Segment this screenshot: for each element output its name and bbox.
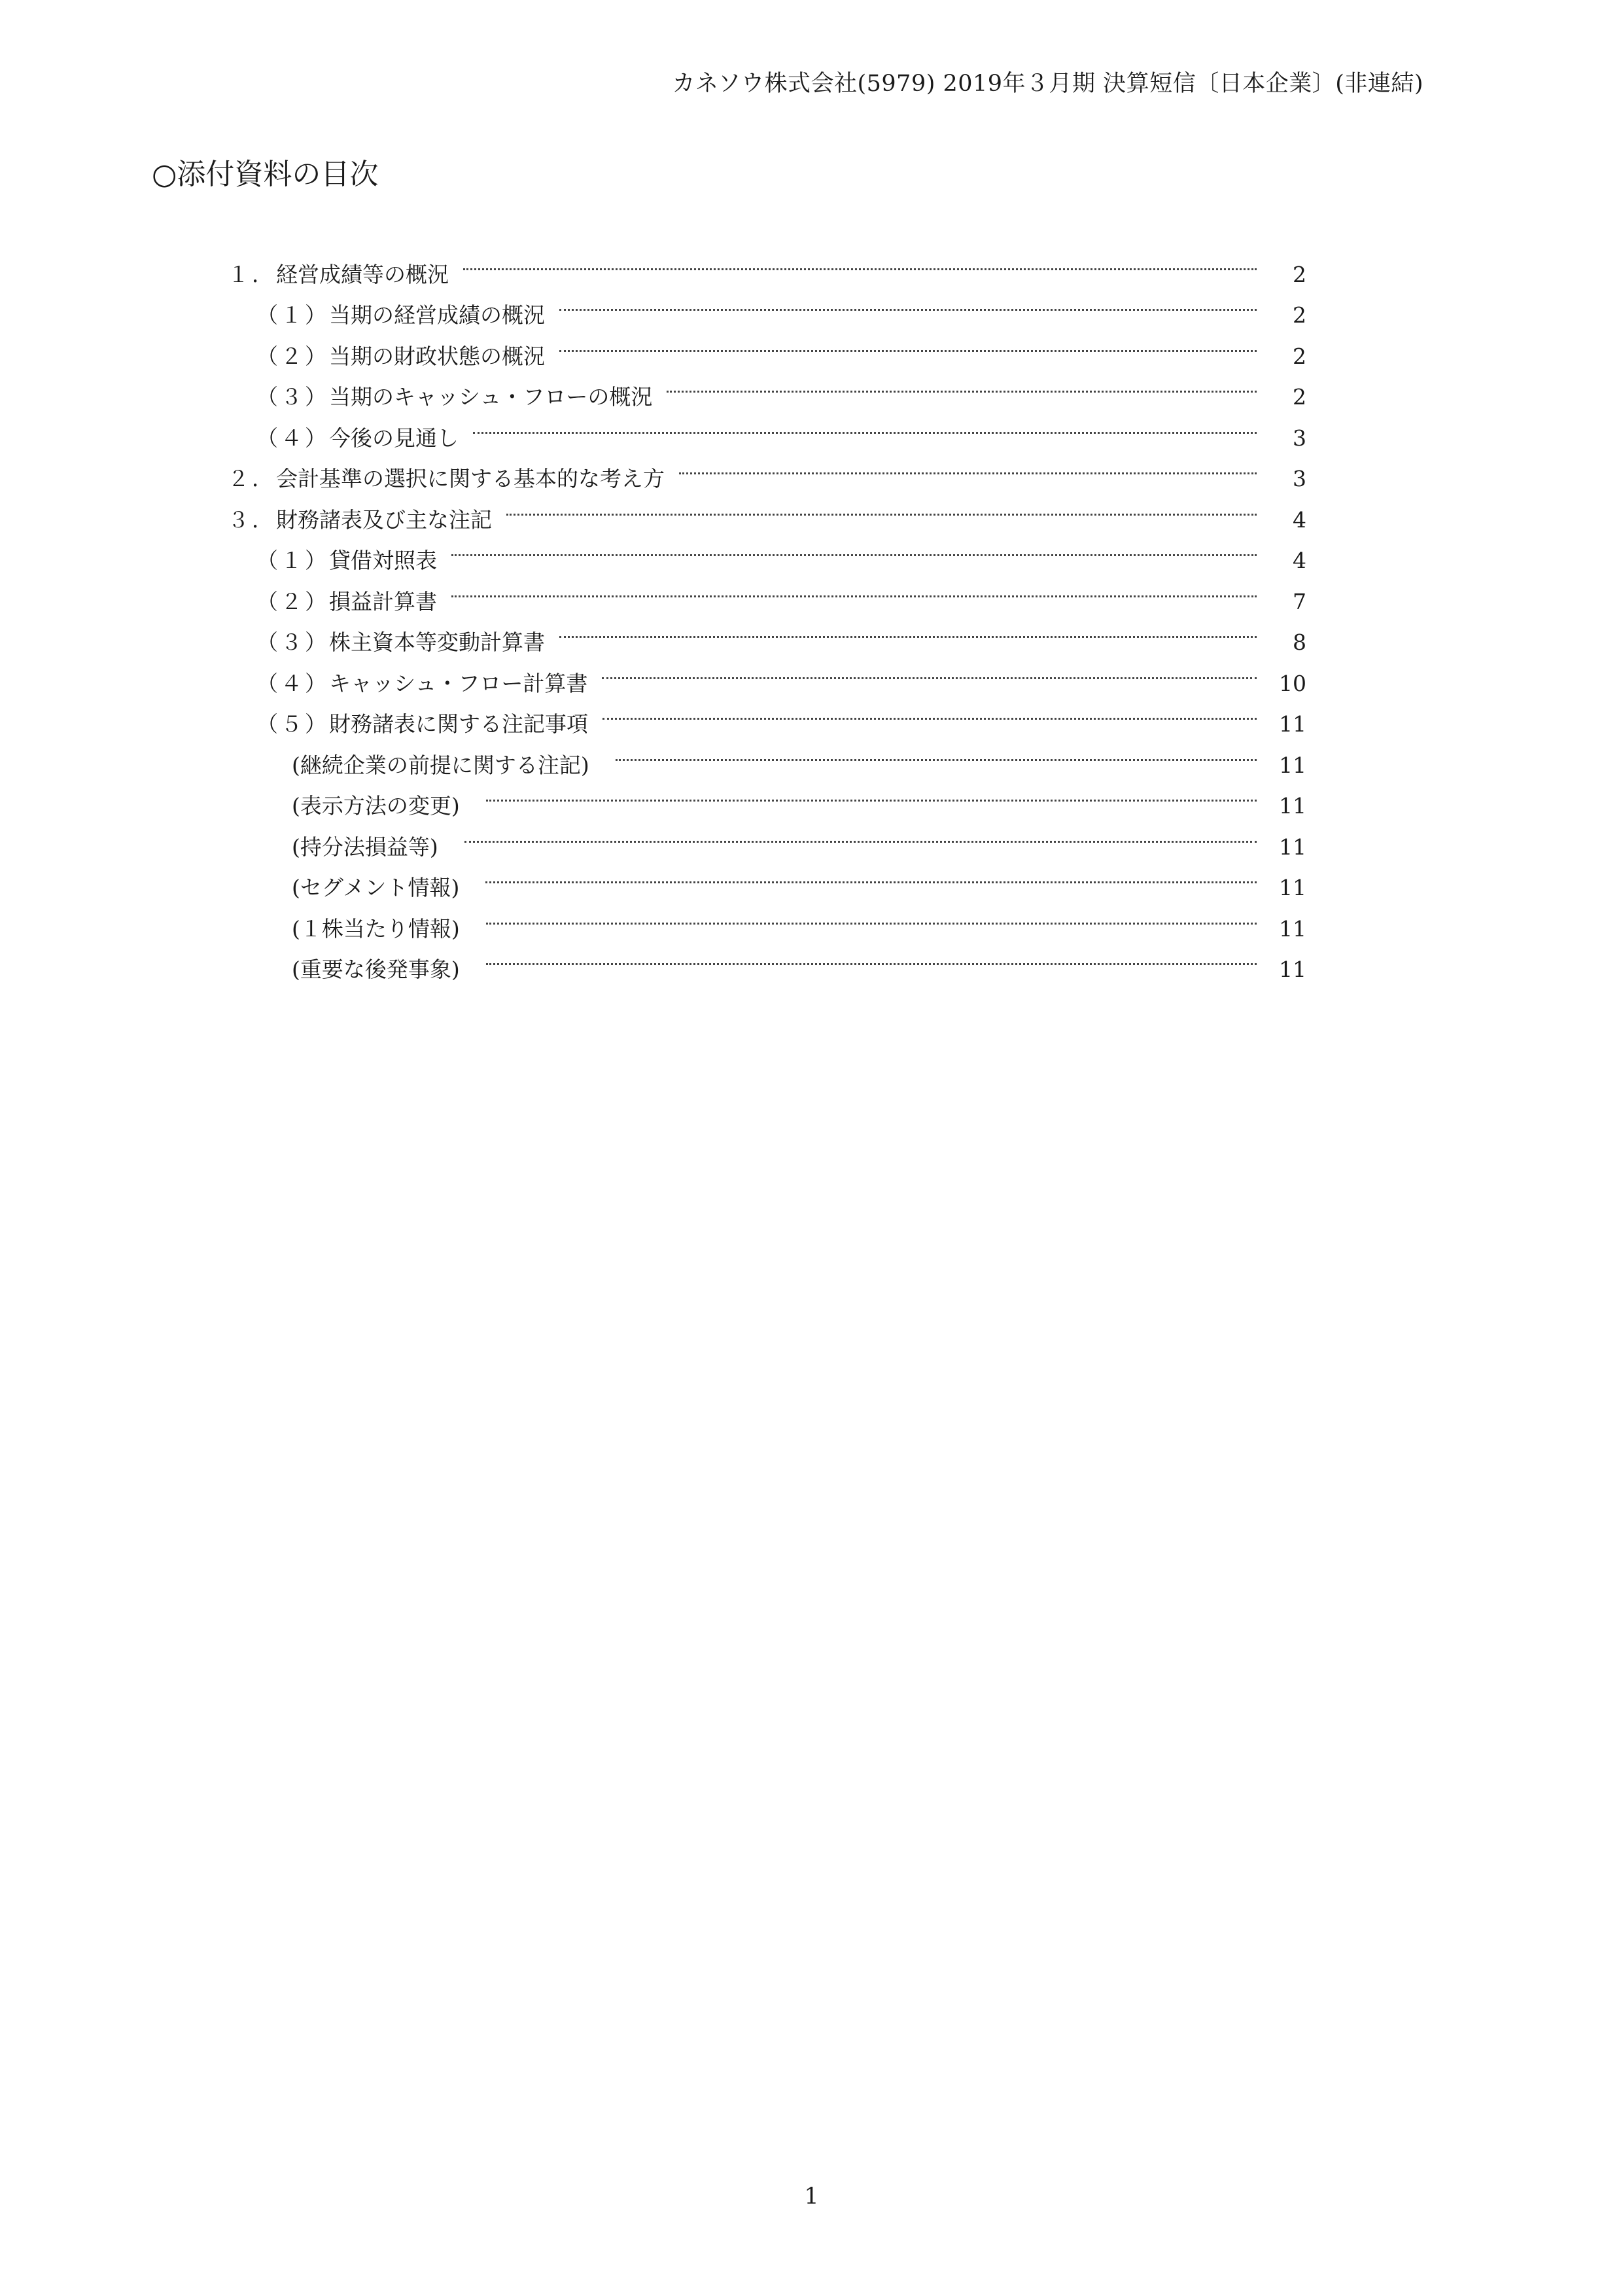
page-header: カネソウ株式会社(5979) 2019年３月期 決算短信〔日本企業〕(非連結)	[672, 71, 1423, 97]
toc-entry-page: 11	[1279, 875, 1306, 900]
toc-dot-leader	[451, 527, 1257, 569]
toc-entry-label: (１株当たり情報)	[292, 915, 460, 942]
toc-dot-leader	[451, 568, 1257, 609]
toc-dot-leader	[602, 650, 1257, 691]
toc-entry-number: （３）	[256, 629, 329, 655]
toc-dot-leader	[464, 813, 1257, 855]
toc-entry-number: １．	[228, 261, 276, 287]
toc-entry-number: （４）	[256, 425, 329, 451]
toc-entry-number: ３．	[228, 506, 276, 533]
toc-entry-page: 2	[1293, 343, 1306, 369]
toc-entry-number: （５）	[256, 711, 329, 737]
toc-entry-label: 経営成績等の概況	[276, 261, 449, 287]
toc-dot-leader	[486, 773, 1257, 814]
toc-entry-number: （２）	[256, 343, 329, 369]
toc-entry-number: （１）	[256, 548, 329, 573]
toc-dot-leader	[559, 323, 1257, 364]
toc-entry-label: 当期の財政状態の概況	[329, 343, 545, 369]
toc-dot-leader	[559, 609, 1257, 650]
toc-entry-label: 当期のキャッシュ・フローの概況	[329, 384, 653, 410]
toc-dot-leader	[602, 691, 1257, 732]
toc-entry-page: 11	[1279, 752, 1306, 778]
toc-entry-label: 損益計算書	[329, 588, 437, 614]
toc-entry-label: 株主資本等変動計算書	[329, 629, 545, 655]
toc-entry-page: 11	[1279, 793, 1306, 819]
toc-entry-page: 3	[1293, 466, 1306, 491]
toc-entry-page: 11	[1279, 957, 1306, 982]
toc-entry-label: (セグメント情報)	[292, 875, 460, 900]
toc-entry-label: (継続企業の前提に関する注記)	[292, 752, 589, 778]
toc-entry-page: 4	[1293, 548, 1306, 573]
toc-dot-leader	[667, 364, 1257, 405]
toc-entry-label: 財務諸表及び主な注記	[276, 506, 492, 533]
toc-entry-page: 7	[1293, 588, 1306, 614]
toc-dot-leader	[559, 282, 1257, 323]
toc-entry-label: (持分法損益等)	[292, 834, 438, 860]
toc-entry-page: 4	[1293, 506, 1306, 533]
toc-entry-label: (重要な後発事象)	[292, 957, 460, 982]
toc-entry-label: 当期の経営成績の概況	[329, 302, 545, 328]
toc-entry-page: 2	[1293, 261, 1306, 287]
toc-entry-page: 2	[1293, 384, 1306, 410]
toc-entry-number: （２）	[256, 588, 329, 614]
table-of-contents	[228, 241, 1306, 982]
toc-entry-page: 11	[1279, 834, 1306, 860]
toc-dot-leader	[486, 895, 1257, 936]
toc-entry-label: 財務諸表に関する注記事項	[329, 711, 588, 737]
toc-entry-page: 3	[1293, 425, 1306, 451]
toc-dot-leader	[679, 446, 1257, 487]
toc-entry-label: 貸借対照表	[329, 548, 437, 573]
toc-entry-label: 会計基準の選択に関する基本的な考え方	[276, 466, 665, 491]
toc-entry-page: 11	[1279, 915, 1306, 942]
toc-dot-leader	[463, 241, 1257, 282]
toc-dot-leader	[506, 486, 1257, 527]
toc-entry-label: 今後の見通し	[329, 425, 459, 451]
toc-entry-page: 8	[1293, 629, 1306, 655]
toc-entry-label: (表示方法の変更)	[292, 793, 460, 819]
toc-entry-number: ２．	[228, 466, 276, 491]
toc-entry-page: 10	[1279, 670, 1306, 696]
page-number: 1	[804, 2183, 819, 2210]
toc-entry-number: （１）	[256, 302, 329, 328]
toc-dot-leader	[473, 404, 1257, 446]
toc-entry-page: 2	[1293, 302, 1306, 328]
toc-entry-number: （３）	[256, 384, 329, 410]
toc-dot-leader	[486, 936, 1257, 978]
toc-entry-label: キャッシュ・フロー計算書	[329, 670, 588, 696]
toc-entry	[228, 241, 1306, 287]
toc-dot-leader	[485, 855, 1257, 896]
toc-entry-page: 11	[1279, 711, 1306, 737]
section-title: ○添付資料の目次	[152, 158, 379, 191]
toc-dot-leader	[616, 732, 1257, 773]
toc-entry-number: （４）	[256, 670, 329, 696]
